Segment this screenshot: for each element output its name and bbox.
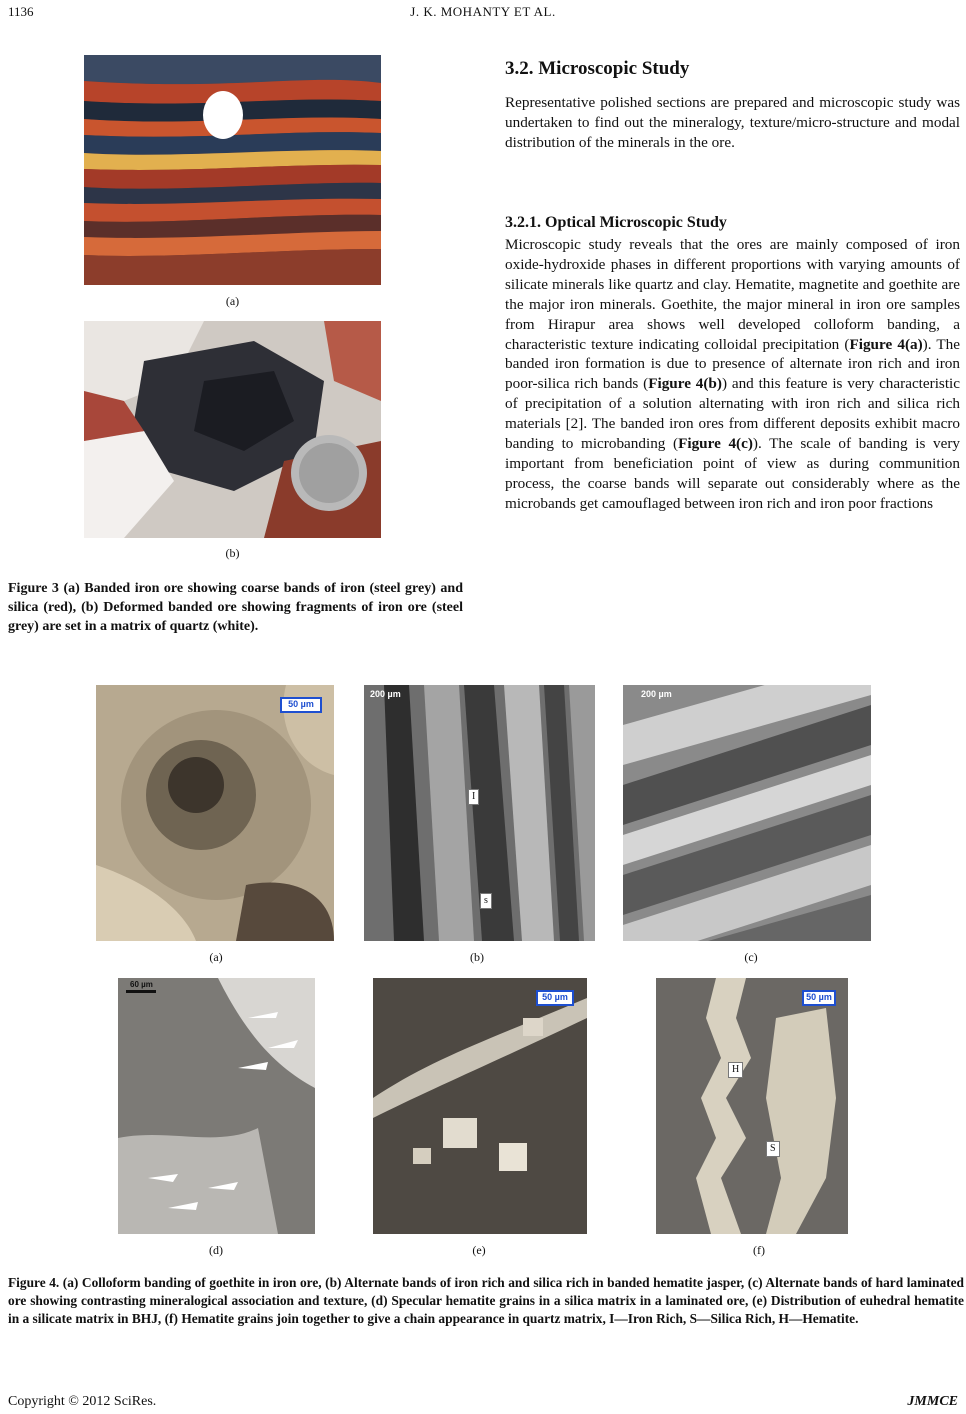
body-text: Microscopic study reveals that the ores are mainly composed of iron oxide-hydroxide phases in different proportions with varying amounts of silicate minerals like quartz and clay. Hematite, magnetite and goethite are the major iron minerals. Goethite, the major mineral in iron ore samples from Hirapur area shows well developed colloform banding, a characteristic texture indicating colloidal precipitation ( [505, 236, 960, 353]
figure4d-scalebar: 60 µm [130, 980, 153, 989]
footer-copyright: Copyright © 2012 SciRes. [8, 1394, 157, 1409]
figure4f-scalebar: 50 µm [802, 990, 836, 1006]
figure4d-scalebar-line [126, 990, 156, 993]
figure3a-label: (a) [225, 294, 240, 308]
footer-journal: JMMCE [907, 1394, 958, 1409]
body-text: ) and this feature is very characteristic of precipitation of a solution alternating with iron rich and silica rich materials [2]. The banded iron ores from different deposits exhibit macro banding to microbanding ( [505, 375, 961, 453]
figure4b-micrograph [364, 685, 595, 941]
section-heading: 3.2. Microscopic Study [505, 58, 690, 79]
figure4a-label: (a) [209, 950, 223, 964]
figure4f-hematite-tag: H [728, 1062, 743, 1078]
running-title: J. K. MOHANTY ET AL. [410, 4, 556, 19]
figure3-caption: Figure 3 (a) Banded iron ore showing coarse bands of iron (steel grey) and silica (red), (b) Deformed banded ore showing fragments of iron ore (steel grey) are set in a matrix of quartz (white). [8, 581, 463, 634]
figure3b-photo [84, 321, 381, 538]
figure4f-silica-tag: S [766, 1141, 780, 1157]
figure3a-photo [84, 55, 381, 285]
figure-ref[interactable]: Figure 4(b) [648, 375, 722, 393]
figure4a-scalebar: 50 µm [280, 697, 322, 713]
figure-ref[interactable]: Figure 4(c) [678, 435, 753, 453]
figure4-caption: Figure 4. (a) Colloform banding of goethite in iron ore, (b) Alternate bands of iron rich and silica rich in banded hematite jasper, (c) Alternate bands of hard laminated ore showing contrasting mineralogical association and texture, (d) Specular hematite grains in a silica matrix in a laminated ore, (e) Distribution of euhedral hematite in a silicate matrix in BHJ, (f) Hematite grains join together to give a chain appearance in quartz matrix, I—Iron Rich, S—Silica Rich, H—Hematite. [8, 1275, 964, 1326]
figure-ref[interactable]: Figure 4(a) [849, 335, 923, 353]
figure3b-label: (b) [225, 546, 240, 560]
page-number: 1136 [8, 4, 34, 19]
figure4e-micrograph [373, 978, 587, 1234]
figure4f-micrograph [656, 978, 848, 1234]
figure4c-micrograph [623, 685, 871, 941]
section-body [505, 235, 960, 514]
body-text: ). The banded iron formation is due to presence of alternate iron rich and iron poor-silica rich bands ( [505, 335, 960, 393]
figure4e-label: (e) [472, 1243, 486, 1257]
figure4a-micrograph [96, 685, 334, 941]
subsection-heading: 3.2.1. Optical Microscopic Study [505, 214, 727, 231]
figure4f-label: (f) [753, 1243, 765, 1257]
figure4b-label: (b) [470, 950, 484, 964]
section-intro: Representative polished sections are prepared and microscopic study was undertaken to find out the mineralogy, texture/micro-structure and modal distribution of the minerals in the ore. [505, 94, 960, 151]
figure4c-scalebar: 200 µm [641, 689, 672, 699]
figure4d-label: (d) [209, 1243, 223, 1257]
figure4c-label: (c) [744, 950, 758, 964]
figure4b-scalebar: 200 µm [370, 689, 401, 699]
figure4b-iron-tag: I [468, 789, 479, 805]
body-text: ). The scale of banding is very important from beneficiation point of view as during communition process, the coarse bands will separate out considerably where as the microbands get camouflaged between iron rich and iron poor fractions [505, 435, 960, 512]
figure4e-scalebar: 50 µm [536, 990, 574, 1006]
figure4b-silica-tag: s [480, 893, 492, 909]
figure4d-micrograph [118, 978, 315, 1234]
